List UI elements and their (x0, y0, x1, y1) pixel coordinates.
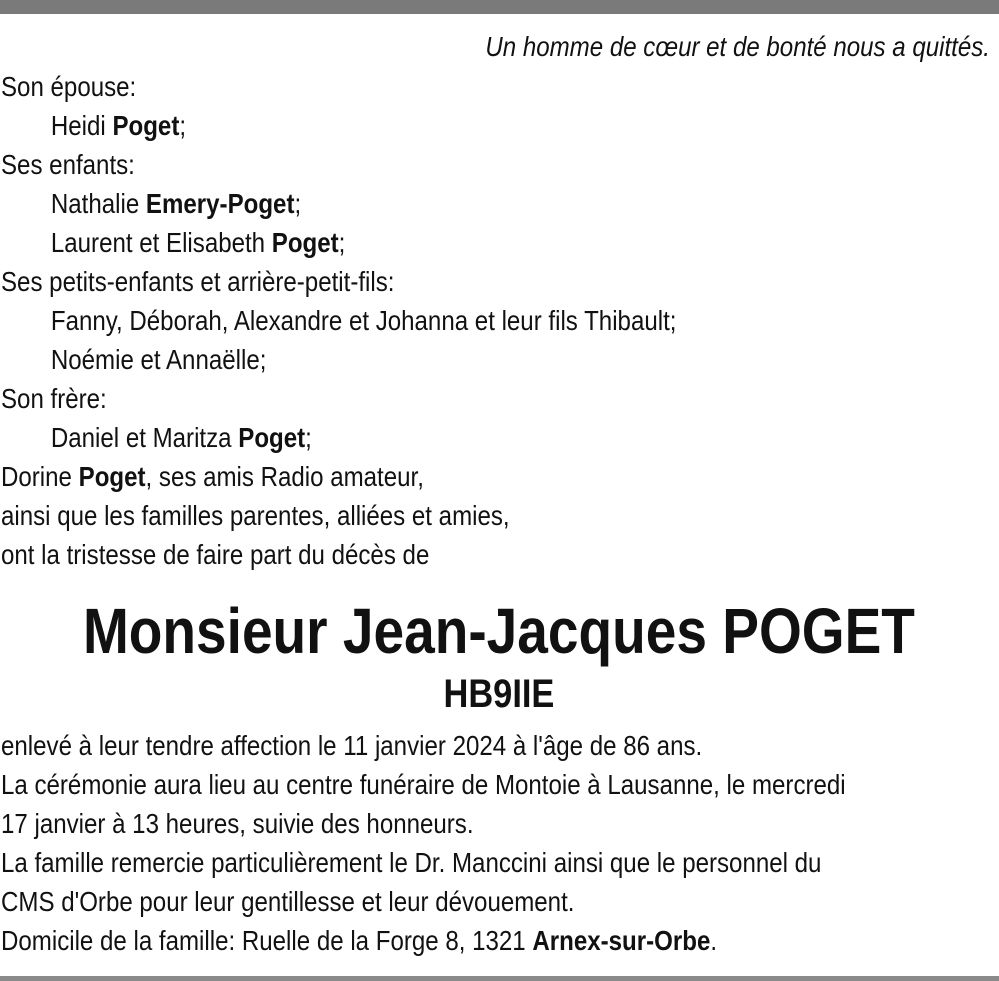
grandchildren-line: Fanny, Déborah, Alexandre et Johanna et leur fils Thibault; (50, 305, 677, 336)
surname: Poget (238, 422, 306, 453)
bottom-rule (0, 976, 999, 981)
body-line: La famille remercie particulièrement le Dr. Manccini ainsi que le personnel du (1, 847, 822, 878)
domicile-line: Domicile de la famille: Ruelle de la Forge 8, 1321 Arnex-sur-Orbe. (1, 925, 718, 956)
surname: Emery-Poget (145, 188, 295, 219)
obituary-text (1, 27, 997, 960)
brother-line: Daniel et Maritza Poget; (50, 422, 312, 453)
announce-line: ont la tristesse de faire part du décès de (1, 539, 430, 570)
top-rule (0, 0, 999, 14)
brother-heading: Son frère: (1, 383, 107, 414)
motto: Un homme de cœur et de bonté nous a quittés. (485, 31, 990, 62)
spouse-line: Heidi Poget; (50, 110, 187, 141)
place-name: Arnex-sur-Orbe (532, 925, 711, 956)
surname: Poget (271, 227, 339, 258)
body-line: 17 janvier à 13 heures, suivie des honneurs. (1, 808, 474, 839)
grandchildren-heading: Ses petits-enfants et arrière-petit-fils: (1, 266, 395, 297)
spouse-heading: Son épouse: (1, 71, 137, 102)
families-line: ainsi que les familles parentes, alliées et amies, (1, 500, 510, 531)
body-line: enlevé à leur tendre affection le 11 janvier 2024 à l'âge de 86 ans. (1, 730, 703, 761)
surname: Poget (112, 110, 180, 141)
body-line: La cérémonie aura lieu au centre funéraire de Montoie à Lausanne, le mercredi (1, 769, 846, 800)
grandchildren-line: Noémie et Annaëlle; (50, 344, 267, 375)
deceased-name: Monsieur Jean-Jacques POGET (82, 595, 915, 667)
dorine-line: Dorine Poget, ses amis Radio amateur, (1, 461, 424, 492)
body-line: CMS d'Orbe pour leur gentillesse et leur dévouement. (1, 886, 575, 917)
callsign: HB9IIE (443, 672, 555, 716)
children-heading: Ses enfants: (1, 149, 135, 180)
child-line: Laurent et Elisabeth Poget; (50, 227, 346, 258)
surname: Poget (78, 461, 146, 492)
child-line: Nathalie Emery-Poget; (50, 188, 302, 219)
